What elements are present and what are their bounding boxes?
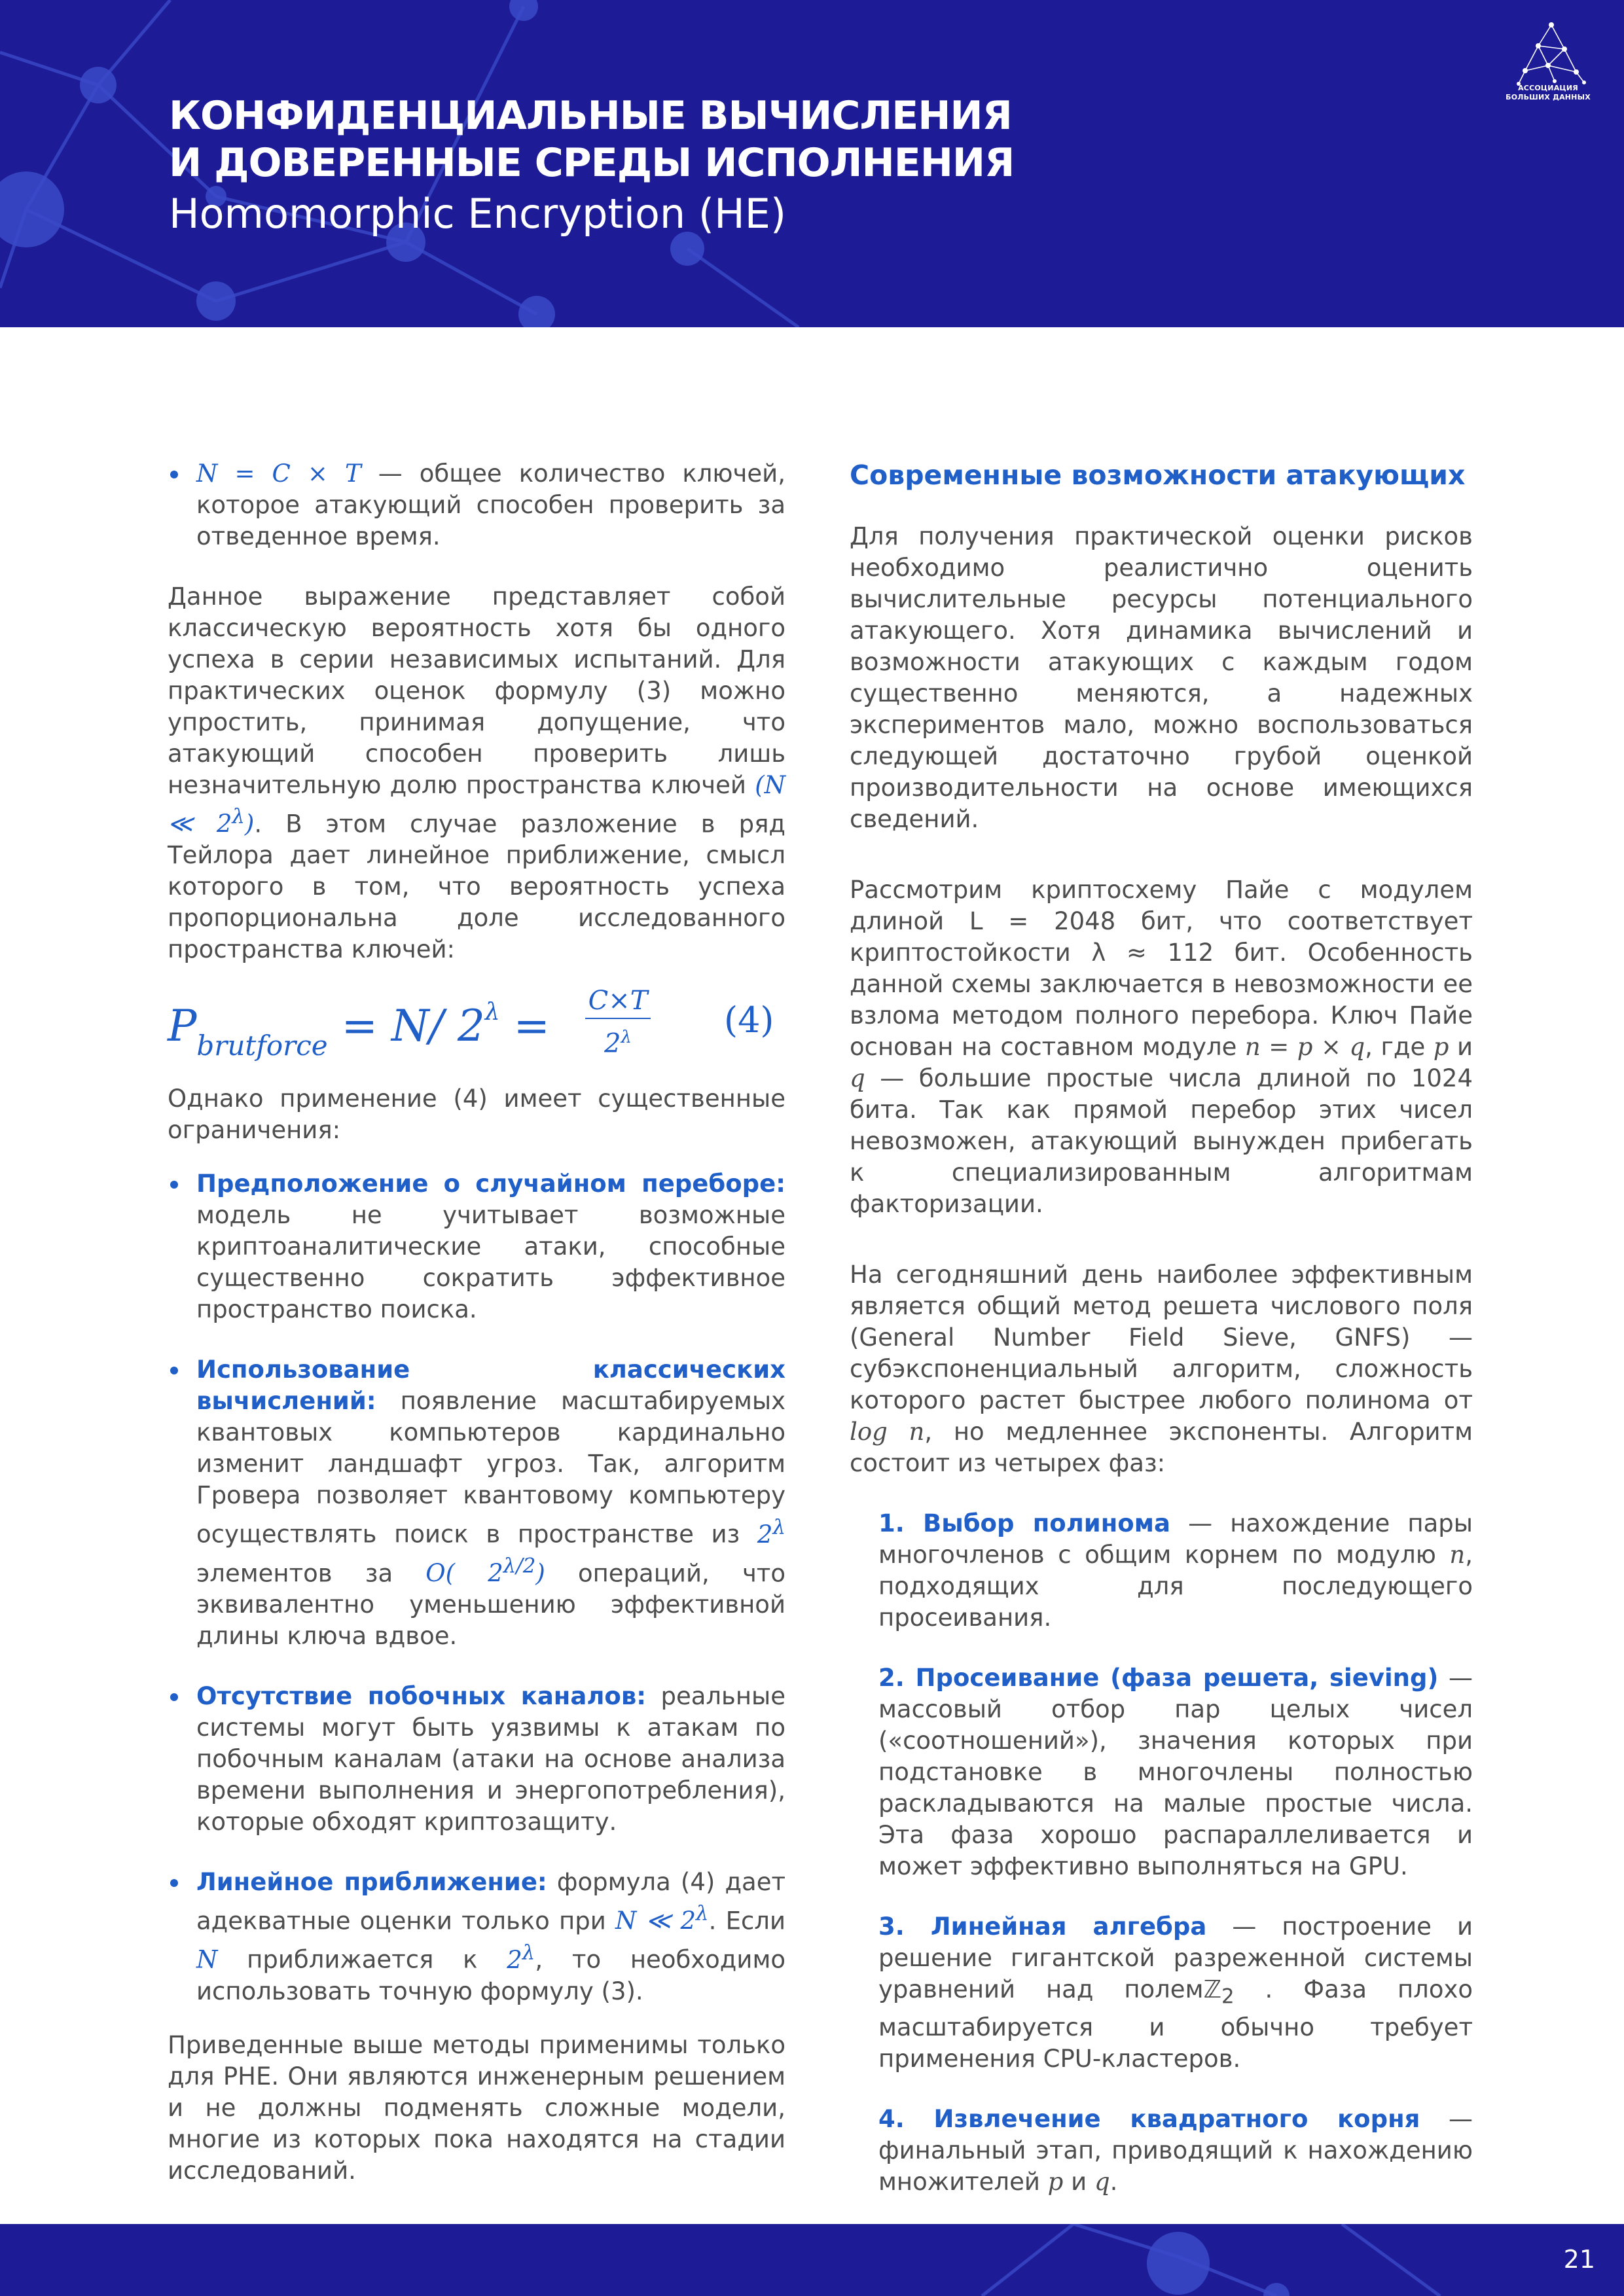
page-title-line-2: И ДОВЕРЕННЫЕ СРЕДЫ ИСПОЛНЕНИЯ <box>169 140 1015 186</box>
list-item: N = C × T — общее количество ключей, которое атакующий способен проверить за отведенное время. <box>168 458 785 552</box>
page-header <box>0 0 1624 327</box>
paragraph: На сегодняшний день наиболее эффективным является общий метод решета числового поля (General Number Field Sieve, GNFS) — субэкспоненциальный алгоритм, сложность которого растет быстрее любого полинома от log n, но медленнее экспоненты. Алгоритм состоит из четырех фаз: <box>850 1261 1473 1477</box>
formula-4: $P_{brutforce} = N/$ $2^\lambda$ = $\frac{C\times T}{2^\lambda}$ (4) <box>168 986 774 1062</box>
list-item: 1. Выбор полинома — нахождение пары многочленов с общим корнем по модулю n, подходящих для последующего просеивания. <box>878 1509 1473 1632</box>
list-item: Использование классических вычислений: появление масштабируемых квантовых компьютеров кардинально изменит ландшафт угроз. Так, алгоритм Гровера позволяет квантовому компьютеру осуществлять поиск в пространстве из $2^\lambda$ элементов за O( $2^{\lambda/2}$) операций, что эквивалентно уменьшению эффективной длины ключа вдвое. <box>168 1354 785 1652</box>
paragraph: Приведенные выше методы применимы только для PHE. Они являются инженерным решением и не должны подменять сложные модели, многие из которых пока находятся на стадии исследований. <box>168 2030 785 2185</box>
list-item: Предположение о случайном переборе: модель не учитывает возможные криптоаналитические атаки, способные существенно сократить эффективное пространство поиска. <box>168 1168 785 1325</box>
page-title-line-1: КОНФИДЕНЦИАЛЬНЫЕ ВЫЧИСЛЕНИЯ <box>169 93 1012 139</box>
right-column <box>850 458 1473 2198</box>
list-item: 3. Линейная алгебра — построение и решение гигантской разреженной системы уравнений над полемℤ$_2$ . Фаза плохо масштабируется и обычно требует применения CPU-кластеров. <box>878 1912 1473 2073</box>
formula-number: (4) <box>724 999 774 1041</box>
network-footer-graphic <box>0 2224 1624 2296</box>
page-subtitle: Homomorphic Encryption (HE) <box>169 190 787 238</box>
list-item: Отсутствие побочных каналов: реальные системы могут быть уязвимы к атакам по побочным каналам (атаки на основе анализа времени выполнения и энергопотребления), которые обходят криптозащиту. <box>168 1681 785 1838</box>
paragraph: Однако применение (4) имеет существенные ограничения: <box>168 1085 785 1145</box>
list-item: Линейное приближение: формула (4) дает адекватные оценки только при N ≪ $2^\lambda$. Если N приближается к $2^\lambda$, то необходимо использовать точную формулу (3). <box>168 1867 785 2007</box>
page-footer <box>0 2224 1624 2296</box>
page-number: 21 <box>1563 2245 1595 2274</box>
list-item: 4. Извлечение квадратного корня — финальный этап, приводящий к нахождению множителей p и q. <box>878 2105 1473 2197</box>
left-column <box>168 458 785 2187</box>
paragraph: Для получения практической оценки рисков необходимо реалистично оценить вычислительные ресурсы потенциального атакующего. Хотя динамика вычислений и возможности атакующих с каждым годом существенно меняются, а надежных экспериментов мало, можно воспользоваться следующей достаточно грубой оценкой производительности на основе имеющихся сведений. <box>850 522 1473 833</box>
paragraph: Рассмотрим криптосхему Пайе с модулем длиной L = 2048 бит, что соответствует криптостойкости λ ≈ 112 бит. Особенность данной схемы заключается в невозможности ее взлома методом полного перебора. Ключ Пайе основан на составном модуле n = p × q, где p и q — большие простые числа длиной по 1024 бита. Так как прямой перебор этих чисел невозможен, атакующий вынужден прибегать к специализированным алгоритмам факторизации. <box>850 876 1473 1218</box>
list-item: 2. Просеивание (фаза решета, sieving) — массовый отбор пар целых чисел («соотношений»), значения которых при подстановке в многочлены полностью раскладываются на малые простые числа. Эта фаза хорошо распараллеливается и может эффективно выполняться на GPU. <box>878 1664 1473 1880</box>
formula-fraction: $\frac{C\times T}{2^\lambda}$ <box>585 985 651 1059</box>
paragraph: Данное выражение представляет собой классическую вероятность хотя бы одного успеха в серии независимых испытаний. Для практических оценок формулу (3) можно упростить, принимая допущение, что атакующий способен проверить лишь незначительную долю пространства ключей (N ≪ $2^\lambda$). В этом случае разложение в ряд Тейлора дает линейное приближение, смысл которого в том, что вероятность успеха пропорциональна доле исследованного пространства ключей: <box>168 583 785 964</box>
section-title: Современные возможности атакующих <box>850 459 1466 491</box>
logo-text: АССОЦИАЦИЯ БОЛЬШИХ ДАННЫХ <box>1506 84 1591 101</box>
